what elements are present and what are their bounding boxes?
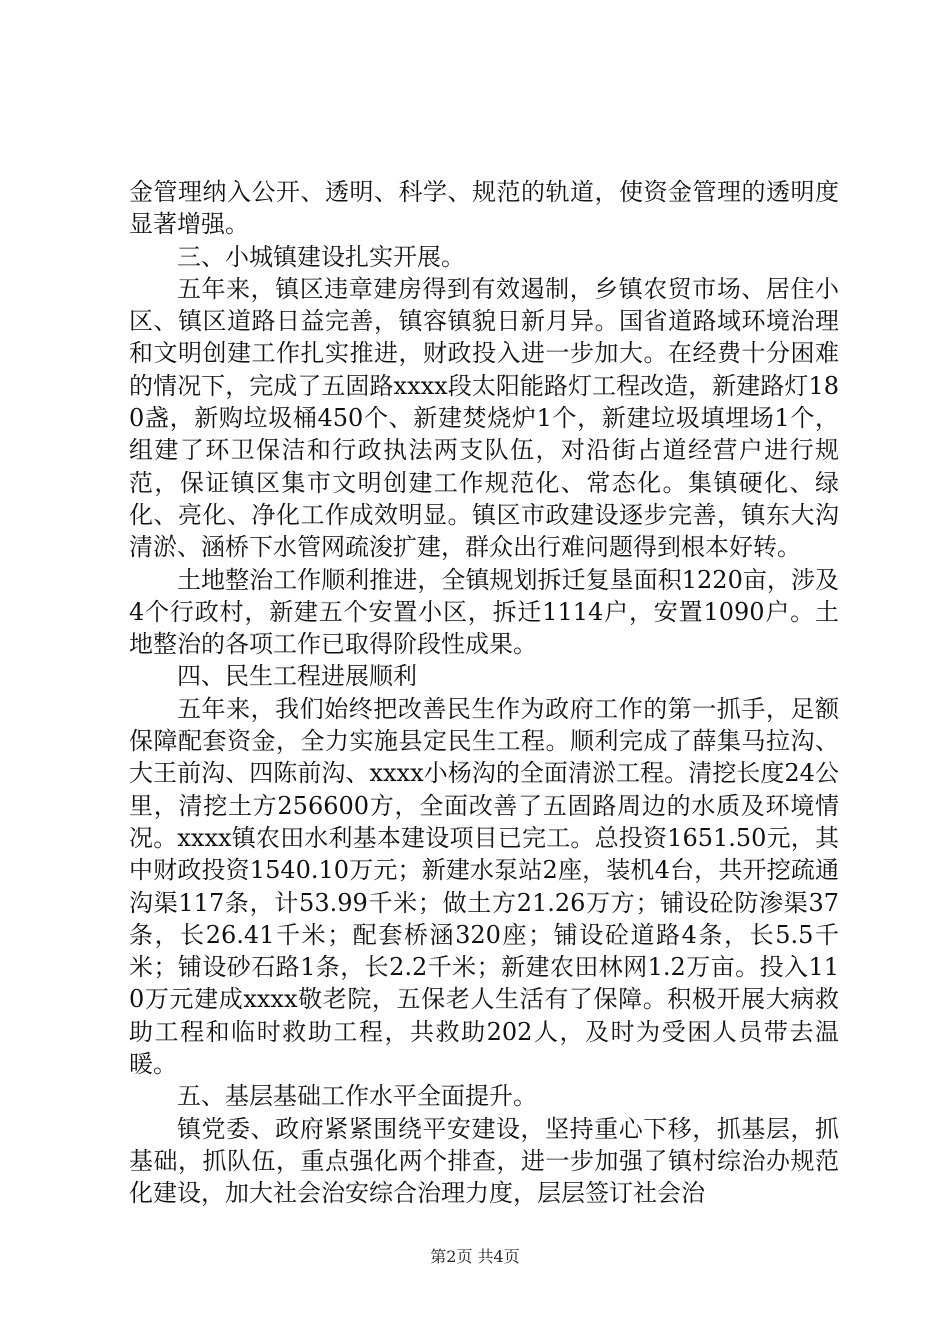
paragraph-continued-fund-management: 金管理纳入公开、透明、科学、规范的轨道，使资金管理的透明度显著增强。 xyxy=(129,178,839,239)
heading-section-four: 四、民生工程进展顺利 xyxy=(177,662,417,691)
paragraph-grassroots-work: 镇党委、政府紧紧围绕平安建设，坚持重心下移，抓基层，抓基础，抓队伍，重点强化两个排查，进一步加强了镇村综治办规范化建设，加大社会治安综合治理力度，层层签订社会治 xyxy=(129,1114,839,1208)
paragraph-town-construction: 五年来，镇区违章建房得到有效遏制，乡镇农贸市场、居住小区、镇区道路日益完善，镇容镇貌日新月异。国省道路域环境治理和文明创建工作扎实推进，财政投入进一步加大。在经费十分困难的情况下，完成了五固路xxxx段太阳能路灯工程改造，新建路灯180盏，新购垃圾桶450个、新建焚烧炉1个，新建垃圾填埋场1个，组建了环卫保洁和行政执法两支队伍，对沿街占道经营户进行规范，保证镇区集市文明创建工作规范化、常态化。集镇硬化、绿化、亮化、净化工作成效明显。镇区市政建设逐步完善，镇东大沟清淤、涵桥下水管网疏浚扩建，群众出行难问题得到根本好转。 xyxy=(129,274,839,562)
paragraph-land-remediation: 土地整治工作顺利推进，全镇规划拆迁复垦面积1220亩，涉及4个行政村，新建五个安置小区，拆迁1114户，安置1090户。土地整治的各项工作已取得阶段性成果。 xyxy=(129,565,839,659)
page-number-footer: 第2页 共4页 xyxy=(430,1247,520,1266)
document-body xyxy=(129,176,839,1210)
paragraph-livelihood-projects: 五年来，我们始终把改善民生作为政府工作的第一抓手，足额保障配套资金，全力实施县定民生工程。顺利完成了薛集马拉沟、大王前沟、四陈前沟、xxxx小杨沟的全面清淤工程。清挖长度24公里，清挖土方256600方，全面改善了五固路周边的水质及环境情况。xxxx镇农田水利基本建设项目已完工。总投资1651.50元，其中财政投资1540.10万元；新建水泵站2座，装机4台，共开挖疏通沟渠117条，计53.99千米；做土方21.26万方；铺设砼防渗渠37条，长26.41千米；配套桥涵320座；铺设砼道路4条，长5.5千米；铺设砂石路1条，长2.2千米；新建农田林网1.2万亩。投入110万元建成xxxx敬老院，五保老人生活有了保障。积极开展大病救助工程和临时救助工程，共救助202人，及时为受困人员带去温暖。 xyxy=(129,694,839,1079)
heading-section-five: 五、基层基础工作水平全面提升。 xyxy=(177,1082,537,1111)
heading-section-three: 三、小城镇建设扎实开展。 xyxy=(177,242,465,271)
